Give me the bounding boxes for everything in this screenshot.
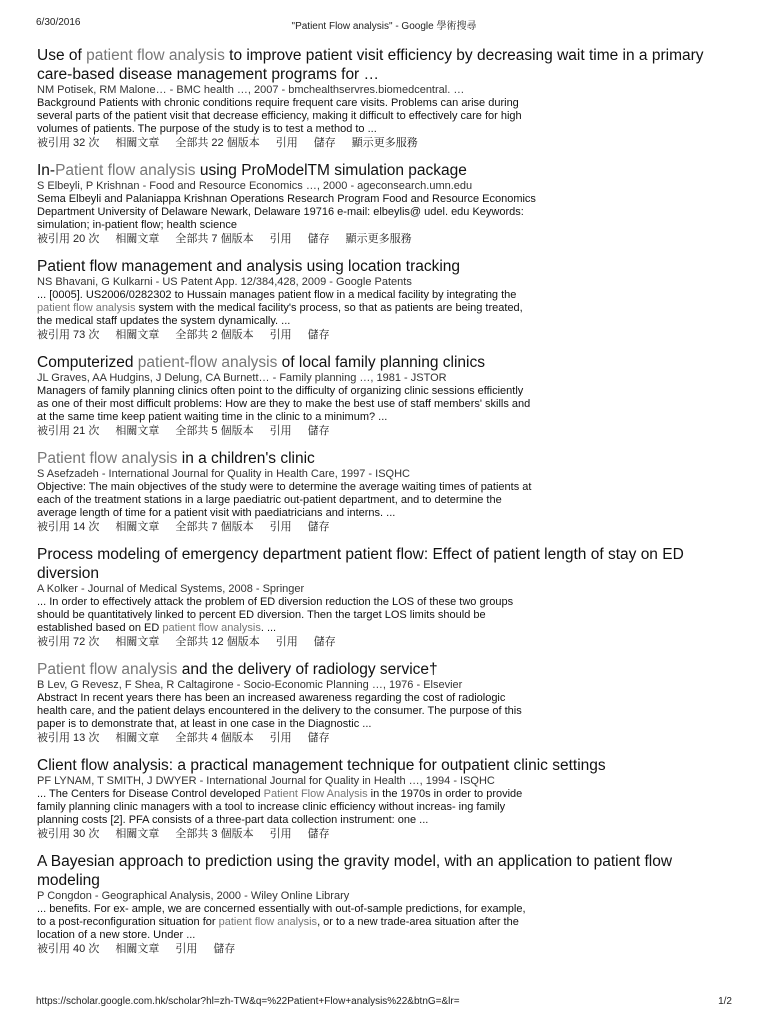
cite-link[interactable]: 引用 xyxy=(275,137,298,149)
result-actions xyxy=(37,521,737,534)
search-result xyxy=(37,756,737,841)
result-snippet xyxy=(37,481,537,520)
snippet-text: system with the medical facility's process, so that as patients are being treated, the medical staff updates the system dynamically. ... xyxy=(37,302,523,327)
cited-by-link[interactable]: 被引用 13 次 xyxy=(37,732,100,744)
snippet-text: Abstract In recent years there has been an increased awareness regarding the cost of radiologic health care, and the patient delays encountered in the delivery to the consumer. The purpose of this paper is to demonstrate that, at least in one case in the Diagnostic ... xyxy=(37,692,522,730)
result-actions xyxy=(37,732,737,745)
title-text[interactable]: Use of xyxy=(37,47,87,64)
result-authors: S Elbeyli, P Krishnan - Food and Resource Economics …, 2000 - ageconsearch.umn.edu xyxy=(37,180,473,192)
title-text[interactable]: and the delivery of radiology service† xyxy=(177,661,438,678)
cite-link[interactable]: 引用 xyxy=(275,636,298,648)
search-result xyxy=(37,353,737,438)
result-snippet xyxy=(37,596,537,635)
snippet-text: ... [0005]. US2006/0282302 to Hussain manages patient flow in a medical facility by integrating the xyxy=(37,289,517,301)
all-versions-link[interactable]: 全部共 7 個版本 xyxy=(175,233,254,245)
all-versions-link[interactable]: 全部共 5 個版本 xyxy=(175,425,254,437)
snippet-text: Sema Elbeyli and Palaniappa Krishnan Operations Research Program Food and Resource Economics Department University of Delaware Newark, Delaware 19716 e-mail: elbeylis@ udel. edu Keywords: simulation; in-patient flow; health science xyxy=(37,193,536,231)
result-actions xyxy=(37,828,737,841)
snippet-text: Background Patients with chronic conditions require frequent care visits. Problems can arise during several parts of the patient visit that decrease efficiency, making it difficult to effectively care for high volumes of patients. The purpose of the study is to test a method to ... xyxy=(37,97,522,135)
save-link[interactable]: 儲存 xyxy=(213,943,236,955)
related-articles-link[interactable]: 相關文章 xyxy=(115,732,160,744)
result-actions xyxy=(37,636,737,649)
result-title-link[interactable] xyxy=(37,660,737,679)
snippet-highlight: patient flow analysis xyxy=(218,916,318,928)
search-result xyxy=(37,46,737,150)
title-text[interactable]: In- xyxy=(37,162,56,179)
result-authors: P Congdon - Geographical Analysis, 2000 - Wiley Online Library xyxy=(37,890,350,902)
result-title-link[interactable] xyxy=(37,852,737,890)
snippet-text: ... In order to effectively attack the problem of ED diversion reduction the LOS of these two groups should be quantitatively linked to percent ED diversion. Then the target LOS limits should be established based on ED xyxy=(37,596,514,634)
search-result xyxy=(37,545,737,649)
cited-by-link[interactable]: 被引用 72 次 xyxy=(37,636,100,648)
save-link[interactable]: 儲存 xyxy=(313,636,336,648)
result-snippet xyxy=(37,289,537,328)
title-text[interactable]: Process modeling of emergency department patient flow: Effect of patient length of stay on ED diversion xyxy=(37,546,684,582)
all-versions-link[interactable]: 全部共 22 個版本 xyxy=(175,137,260,149)
cited-by-link[interactable]: 被引用 30 次 xyxy=(37,828,100,840)
print-header xyxy=(36,17,732,31)
result-snippet xyxy=(37,903,537,942)
title-highlight[interactable]: patient-flow analysis xyxy=(137,354,278,371)
related-articles-link[interactable]: 相關文章 xyxy=(115,425,160,437)
print-footer xyxy=(36,996,732,1010)
result-snippet xyxy=(37,692,537,731)
result-title-link[interactable] xyxy=(37,257,737,276)
related-articles-link[interactable]: 相關文章 xyxy=(115,329,160,341)
print-date: 6/30/2016 xyxy=(36,17,81,28)
result-snippet xyxy=(37,193,537,232)
result-title-link[interactable] xyxy=(37,545,737,583)
result-snippet xyxy=(37,385,537,424)
cited-by-link[interactable]: 被引用 73 次 xyxy=(37,329,100,341)
related-articles-link[interactable]: 相關文章 xyxy=(115,828,160,840)
cite-link[interactable]: 引用 xyxy=(269,828,292,840)
title-highlight[interactable]: Patient flow analysis xyxy=(37,450,178,467)
result-authors: PF LYNAM, T SMITH, J DWYER - International Journal for Quality in Health …, 1994 - ISQHC xyxy=(37,775,495,787)
snippet-text: ... benefits. For ex- ample, we are concerned essentially with out-of-sample predictions, for example, to a post-reconfiguration situation for xyxy=(37,903,526,928)
title-text[interactable]: using ProModelTM simulation package xyxy=(195,162,467,179)
save-link[interactable]: 儲存 xyxy=(307,425,330,437)
title-highlight[interactable]: Patient flow analysis xyxy=(37,661,178,678)
snippet-text: Objective: The main objectives of the study were to determine the average waiting times of patients at each of the treatment stations in a large paediatric out-patient department, and to determine the average length of time for a patient visit with paediatricians and interns. ... xyxy=(37,481,532,519)
related-articles-link[interactable]: 相關文章 xyxy=(115,636,160,648)
cite-link[interactable]: 引用 xyxy=(269,425,292,437)
cited-by-link[interactable]: 被引用 32 次 xyxy=(37,137,100,149)
snippet-text: ... The Centers for Disease Control developed xyxy=(37,788,264,800)
title-text[interactable]: to improve patient visit efficiency by decreasing wait time in a primary care-based disease management programs for … xyxy=(37,47,704,83)
all-versions-link[interactable]: 全部共 2 個版本 xyxy=(175,329,254,341)
snippet-text: in the 1970s in order to provide family planning clinic managers with a tool to increase clinic efficiency without increas- ing family planning costs [2]. PFA consists of a three-part data collection instrument: one ... xyxy=(37,788,523,826)
save-link[interactable]: 儲存 xyxy=(307,732,330,744)
search-results-list xyxy=(37,46,737,967)
result-authors: S Asefzadeh - International Journal for Quality in Health Care, 1997 - ISQHC xyxy=(37,468,410,480)
result-actions xyxy=(37,943,737,956)
title-text[interactable]: of local family planning clinics xyxy=(277,354,485,371)
search-result xyxy=(37,660,737,745)
cited-by-link[interactable]: 被引用 14 次 xyxy=(37,521,100,533)
cite-link[interactable]: 引用 xyxy=(175,943,198,955)
all-versions-link[interactable]: 全部共 3 個版本 xyxy=(175,828,254,840)
snippet-text: Managers of family planning clinics often point to the difficulty of organizing clinic sessions efficiently as one of their most difficult problems: How are they to make the best use of staff members' skills and at the same time keep patient waiting time in the clinic to a minimum? ... xyxy=(37,385,531,423)
cited-by-link[interactable]: 被引用 40 次 xyxy=(37,943,100,955)
search-result xyxy=(37,449,737,534)
related-articles-link[interactable]: 相關文章 xyxy=(115,521,160,533)
title-text[interactable]: A Bayesian approach to prediction using the gravity model, with an application to patient flow modeling xyxy=(37,853,673,889)
result-authors: A Kolker - Journal of Medical Systems, 2008 - Springer xyxy=(37,583,305,595)
related-articles-link[interactable]: 相關文章 xyxy=(115,943,160,955)
cited-by-link[interactable]: 被引用 20 次 xyxy=(37,233,100,245)
result-actions xyxy=(37,137,737,150)
result-title-link[interactable] xyxy=(37,756,737,775)
title-highlight[interactable]: Patient flow analysis xyxy=(55,162,196,179)
result-authors: NM Potisek, RM Malone… - BMC health …, 2007 - bmchealthservres.biomedcentral. … xyxy=(37,84,465,96)
snippet-highlight: Patient Flow Analysis xyxy=(263,788,368,800)
search-result xyxy=(37,852,737,956)
page-number: 1/2 xyxy=(718,996,732,1007)
result-snippet xyxy=(37,788,537,827)
save-link[interactable]: 儲存 xyxy=(307,521,330,533)
snippet-text: . ... xyxy=(260,622,277,634)
page-title: "Patient Flow analysis" - Google 學術搜尋 xyxy=(291,21,477,32)
result-snippet xyxy=(37,97,537,136)
related-articles-link[interactable]: 相關文章 xyxy=(115,233,160,245)
cite-link[interactable]: 引用 xyxy=(269,329,292,341)
result-title-link[interactable] xyxy=(37,161,737,180)
title-text[interactable]: Client flow analysis: a practical management technique for outpatient clinic settings xyxy=(37,757,606,774)
result-actions xyxy=(37,425,737,438)
search-result xyxy=(37,257,737,342)
snippet-text: , or to a new trade-area situation after the location of a new store. Under ... xyxy=(37,916,519,941)
title-text[interactable]: Patient flow management and analysis using location tracking xyxy=(37,258,461,275)
all-versions-link[interactable]: 全部共 12 個版本 xyxy=(175,636,260,648)
result-authors: B Lev, G Revesz, F Shea, R Caltagirone - Socio-Economic Planning …, 1976 - Elsevier xyxy=(37,679,463,691)
all-versions-link[interactable]: 全部共 4 個版本 xyxy=(175,732,254,744)
save-link[interactable]: 儲存 xyxy=(307,329,330,341)
title-highlight[interactable]: patient flow analysis xyxy=(86,47,225,64)
related-articles-link[interactable]: 相關文章 xyxy=(115,137,160,149)
title-text[interactable]: Computerized xyxy=(37,354,138,371)
cite-link[interactable]: 引用 xyxy=(269,521,292,533)
result-title-link[interactable] xyxy=(37,449,737,468)
snippet-highlight: patient flow analysis xyxy=(37,302,136,314)
page-url: https://scholar.google.com.hk/scholar?hl=zh-TW&q=%22Patient+Flow+analysis%22&btnG=&lr= xyxy=(36,996,460,1007)
search-result xyxy=(37,161,737,246)
result-authors: JL Graves, AA Hudgins, J Delung, CA Burnett… - Family planning …, 1981 - JSTOR xyxy=(37,372,447,384)
more-services-link[interactable]: 顯示更多服務 xyxy=(351,137,418,149)
result-title-link[interactable] xyxy=(37,46,737,84)
save-link[interactable]: 儲存 xyxy=(307,828,330,840)
save-link[interactable]: 儲存 xyxy=(313,137,336,149)
cited-by-link[interactable]: 被引用 21 次 xyxy=(37,425,100,437)
result-actions xyxy=(37,233,737,246)
cite-link[interactable]: 引用 xyxy=(269,233,292,245)
cite-link[interactable]: 引用 xyxy=(269,732,292,744)
title-text[interactable]: in a children's clinic xyxy=(177,450,315,467)
result-title-link[interactable] xyxy=(37,353,737,372)
result-authors: NS Bhavani, G Kulkarni - US Patent App. 12/384,428, 2009 - Google Patents xyxy=(37,276,412,288)
result-actions xyxy=(37,329,737,342)
snippet-highlight: patient flow analysis xyxy=(162,622,261,634)
all-versions-link[interactable]: 全部共 7 個版本 xyxy=(175,521,254,533)
save-link[interactable]: 儲存 xyxy=(307,233,330,245)
more-services-link[interactable]: 顯示更多服務 xyxy=(345,233,412,245)
